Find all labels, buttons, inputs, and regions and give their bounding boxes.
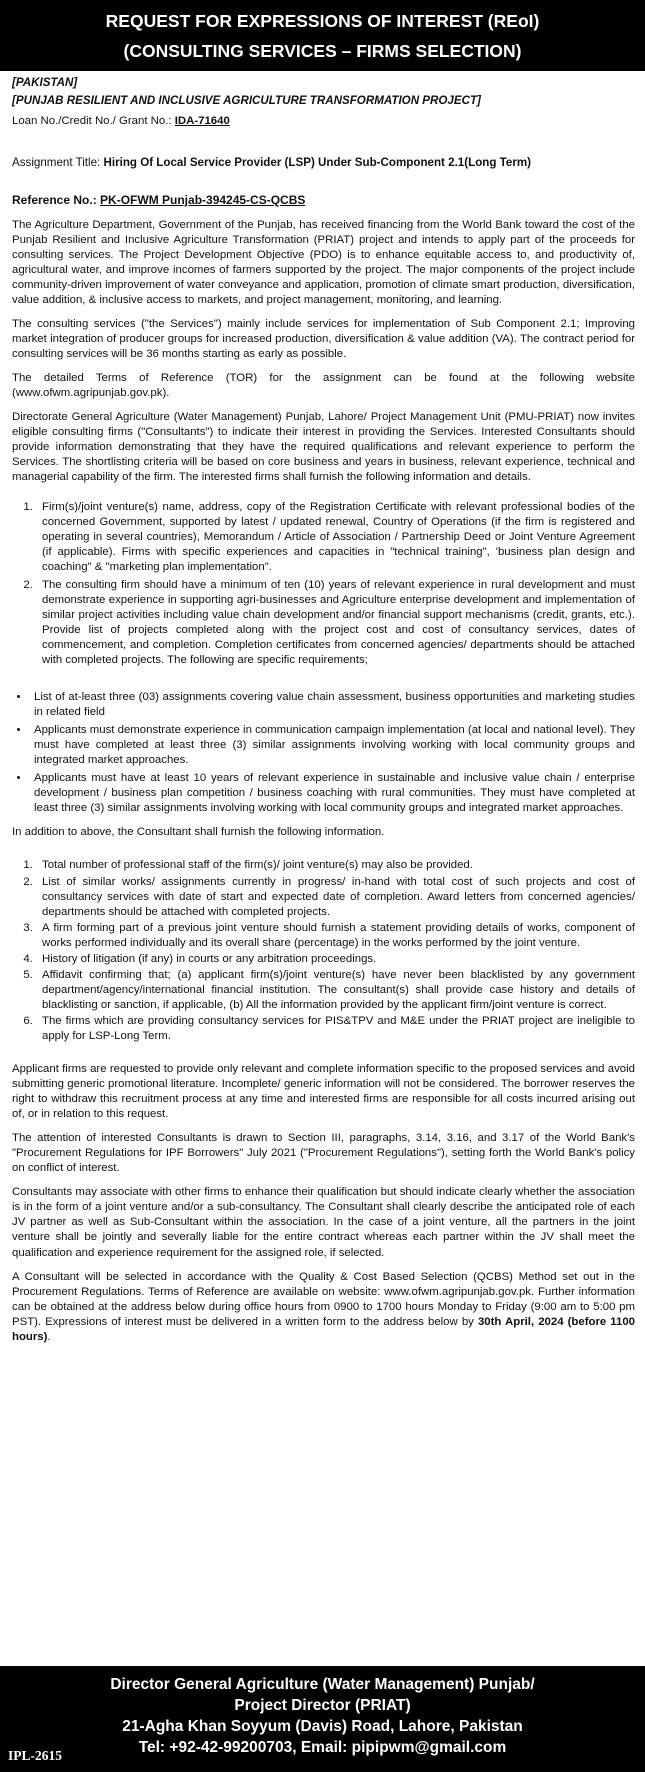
loan-value: IDA-71640 bbox=[174, 114, 230, 127]
contact-footer bbox=[0, 1666, 645, 1772]
list-item: 6. The firms which are providing consultancy services for PIS&TPV and M&E under the PRIAT project are ineligible to apply for LSP-Long Term. bbox=[36, 1014, 635, 1044]
list-item: 5. Affidavit confirming that; (a) applicant firm(s)/joint venture(s) have never been blacklisted by any government department/agency/international financial institution. The consultant(s) shall provide case history and details of blacklisting or sanction, if applicable, (b) All the information provided by the applicant firm/joint venture is correct. bbox=[36, 968, 635, 1013]
paragraph-selection bbox=[12, 1270, 635, 1345]
submission-deadline: 30th April, 2024 (before 1100 hours) bbox=[12, 1315, 635, 1343]
list-item: 1. Total number of professional staff of the firm(s)/ joint venture(s) may also be provided. bbox=[36, 858, 635, 873]
list-item: • List of at-least three (03) assignments covering value chain assessment, business opportunities and marketing studies in related field bbox=[30, 690, 635, 720]
paragraph-tor: The detailed Terms of Reference (TOR) for the assignment can be found at the following website (www.ofwm.agripunjab.gov.pk). bbox=[12, 372, 635, 400]
list-item: 2. List of similar works/ assignments currently in progress/ in-hand with total cost of such projects and cost of consultancy services with date of start and expected date of completion. Award letters from concerned agencies/ departments should be attached with completed projects. bbox=[36, 875, 635, 920]
paragraph-financing: The Agriculture Department, Government of the Punjab, has received financing from the World Bank toward the cost of the Punjab Resilient and Inclusive Agriculture Transformation (PRIAT) project and intends to apply part of the proceeds for consulting services. The Project Development Objective (PDO) is to enhance equitable access to, and productivity of, agricultural water, and improve incomes of farmers supported by the project. The major components of the project include community-driven improvement of water conveyance and application, promotion of climate smart production, diversification, value addition, & inclusive access to markets, and project management, monitoring, and learning. bbox=[12, 218, 635, 306]
footer-office: Director General Agriculture (Water Management) Punjab/ bbox=[110, 1676, 535, 1693]
requirements-list bbox=[12, 500, 635, 669]
ipl-code: IPL-2615 bbox=[8, 1748, 62, 1763]
loan-label: Loan No./Credit No./ Grant No.: bbox=[12, 114, 175, 127]
reference-number bbox=[12, 193, 635, 209]
assignment-title bbox=[12, 155, 635, 170]
footer-address: 21-Agha Khan Soyyum (Davis) Road, Lahore, Pakistan bbox=[122, 1718, 523, 1735]
reference-label: Reference No.: bbox=[12, 192, 101, 207]
project-name: [PUNJAB RESILIENT AND INCLUSIVE AGRICULTURE TRANSFORMATION PROJECT] bbox=[12, 94, 481, 108]
selection-text-end: . bbox=[47, 1330, 51, 1343]
list-item: • Applicants must demonstrate experience in communication campaign implementation (at local and national level). They must have completed at least three (3) similar assignments involving working with local community groups and integrated market approaches. bbox=[30, 723, 635, 768]
list-item: 3. A firm forming part of a previous joint venture should furnish a statement providing details of works, component of works performed individually and its overall share (percentage) in the works performed by the joint venture. bbox=[36, 921, 635, 951]
notice-subtitle: (CONSULTING SERVICES – FIRMS SELECTION) bbox=[123, 41, 522, 61]
reference-value: PK-OFWM Punjab-394245-CS-QCBS bbox=[100, 192, 306, 207]
assignment-value: Hiring Of Local Service Provider (LSP) Under Sub-Component 2.1(Long Term) bbox=[103, 155, 532, 169]
paragraph-conflict-of-interest: The attention of interested Consultants is drawn to Section III, paragraphs, 3.14, 3.16, and 3.17 of the World Bank's "Procurement Regulations for IPF Borrowers" July 2021 ("Procurement Regulations"), setting forth the World Bank's policy on conflict of interest. bbox=[12, 1132, 635, 1175]
paragraph-association: Consultants may associate with other firms to enhance their qualification but should indicate clearly whether the association is in the form of a joint venture and/or a sub-consultancy. The Consultant shall clearly describe the anticipated role of each JV partner as well as Sub-Consultant within the association. In the case of a joint venture, all the partners in the joint venture shall be jointly and severally liable for the entire contract whereas each partner within the JV shall meet the qualification and experience requirement for the assigned role, if selected. bbox=[12, 1186, 635, 1259]
footer-contact: Tel: +92-42-99200703, Email: pipipwm@gmail.com bbox=[138, 1739, 507, 1756]
loan-number bbox=[12, 114, 635, 129]
specific-requirements-list bbox=[12, 690, 635, 816]
notice-body bbox=[0, 71, 645, 1345]
assignment-label: Assignment Title: bbox=[12, 155, 104, 169]
notice-title: REQUEST FOR EXPRESSIONS OF INTEREST (REoI) bbox=[105, 11, 540, 31]
country-label: [PAKISTAN] bbox=[12, 76, 78, 89]
paragraph-additional: In addition to above, the Consultant shall furnish the following information. bbox=[12, 826, 385, 839]
list-item: 1. Firm(s)/joint venture(s) name, address, copy of the Registration Certificate with relevant professional bodies of the concerned Government, supported by latest / updated renewal, Country of Operations (if the firm is registered and operating in several countries), Memorandum / Article of Association / Partnership Deed or Joint Venture Agreement (if applicable). Firms with specific experiences and capacities in "technical training", 'business plan design and coaching" & "marketing plan implementation". bbox=[36, 500, 635, 575]
footer-project-director: Project Director (PRIAT) bbox=[234, 1697, 411, 1714]
notice-header bbox=[0, 0, 645, 71]
list-item: 4. History of litigation (if any) in courts or any arbitration proceedings. bbox=[36, 952, 635, 967]
selection-text: A Consultant will be selected in accordance with the Quality & Cost Based Selection (QCBS) Method set out in the Procurement Regulations. Terms of Reference are available on website: www.ofwm.agripunjab.gov.pk. Further information can be obtained at the address below during office hours from 0900 to 1700 hours Monday to Friday (9:00 am to 5:00 pm PST). Expressions of interest must be delivered in a written form to the address below by bbox=[12, 1270, 635, 1328]
paragraph-applicant-note: Applicant firms are requested to provide only relevant and complete information specific to the proposed services and avoid submitting generic promotional literature. Incomplete/ generic information will not be considered. The borrower reserves the right to withdraw this recruitment process at any time and interested firms are responsible for all costs incurred arising out of, or in relation to this request. bbox=[12, 1063, 635, 1121]
list-item: 2. The consulting firm should have a minimum of ten (10) years of relevant experience in rural development and must demonstrate experience in supporting agri-businesses and Agriculture enterprise development and implementation of similar project activities including value chain development and/or financial support mechanisms (credit, grants, etc.). Provide list of projects completed along with the project cost and cost of consultancy services, dates of commencement, and completion. Completion certificates from concerned agencies/ departments should be attached with completed projects. The following are specific requirements; bbox=[36, 578, 635, 668]
paragraph-invitation: Directorate General Agriculture (Water Management) Punjab, Lahore/ Project Management Unit (PMU-PRIAT) now invites eligible consulting firms ("Consultants") to indicate their interest in providing the Services. Interested Consultants should provide information demonstrating that they have the required qualifications and relevant experience to perform the Services. The shortlisting criteria will be based on core business and years in business, relevant experience, technical and managerial capability of the firm. The interested firms shall furnish the following information and details. bbox=[12, 411, 635, 484]
paragraph-services: The consulting services ("the Services") mainly include services for implementation of Sub Component 2.1; Improving market integration of producer groups for increased production, diversification & value addition (VA). The contract period for consulting services will be 36 months starting as early as possible. bbox=[12, 318, 635, 361]
list-item: • Applicants must have at least 10 years of relevant experience in sustainable and inclusive value chain / enterprise development / business plan competition / business coaching with rural communities. They must have completed at least three (3) similar assignments involving working with local community groups and integrated market approaches. bbox=[30, 771, 635, 816]
additional-info-list bbox=[12, 858, 635, 1044]
